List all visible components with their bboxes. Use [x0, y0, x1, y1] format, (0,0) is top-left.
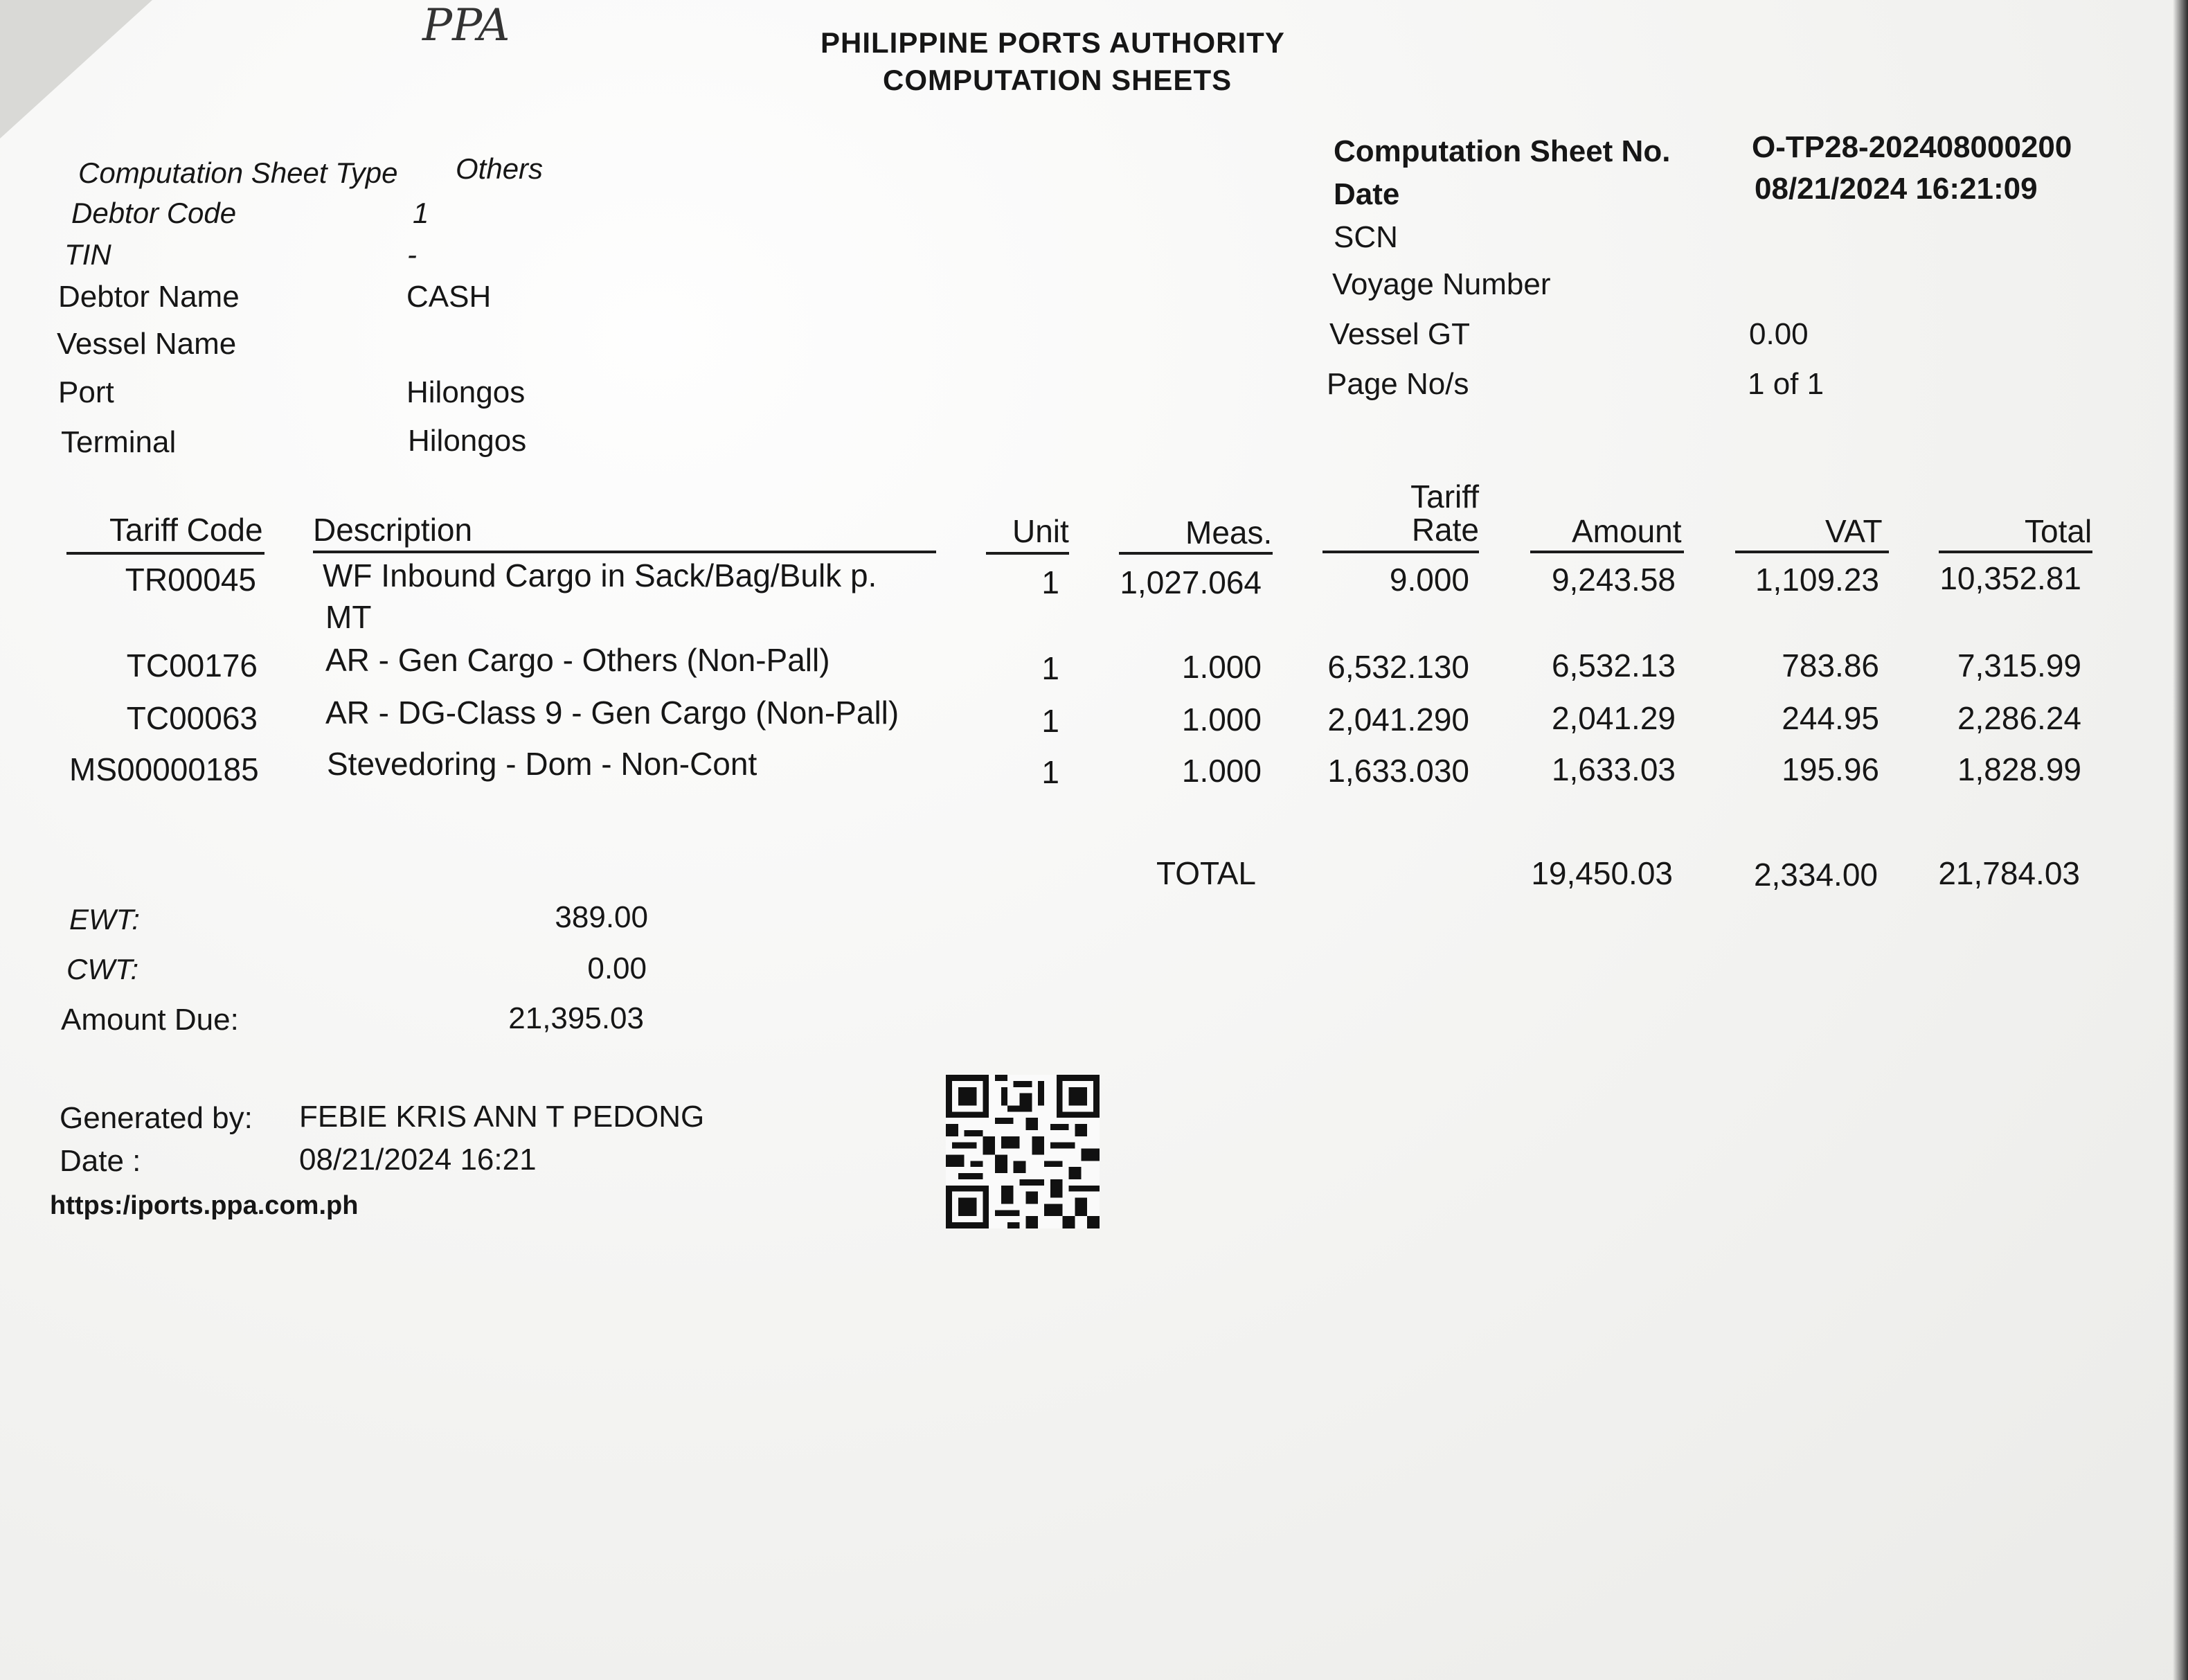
total-label: TOTAL — [1156, 855, 1256, 891]
row-vat: 1,109.23 — [1755, 562, 1879, 598]
vessel-gt-value: 0.00 — [1749, 317, 1809, 351]
ewt-value: 389.00 — [555, 900, 648, 934]
row-vat: 244.95 — [1782, 700, 1879, 736]
row-meas: 1.000 — [1181, 649, 1262, 685]
header-rule — [1119, 552, 1273, 555]
header-total: Total — [2025, 513, 2092, 549]
debtor-name-label: Debtor Name — [58, 280, 240, 314]
row-description: Stevedoring - Dom - Non-Cont — [327, 746, 757, 782]
row-amount: 9,243.58 — [1551, 562, 1676, 598]
row-description: AR - Gen Cargo - Others (Non-Pall) — [325, 642, 830, 678]
amount-due-label: Amount Due: — [61, 1003, 239, 1037]
row-unit: 1 — [1041, 703, 1059, 739]
terminal-label: Terminal — [61, 425, 177, 459]
header-tariff-rate-line1: Tariff — [1410, 479, 1479, 515]
row-tariff-rate: 1,633.030 — [1327, 753, 1469, 789]
row-tariff-rate: 9.000 — [1389, 562, 1469, 598]
footer-date-value: 08/21/2024 16:21 — [299, 1143, 537, 1177]
amount-due-value: 21,395.03 — [508, 1001, 644, 1035]
row-description: WF Inbound Cargo in Sack/Bag/Bulk p. — [323, 557, 877, 593]
generated-by-value: FEBIE KRIS ANN T PEDONG — [299, 1100, 705, 1134]
footer-url: https:/iports.ppa.com.ph — [50, 1191, 359, 1220]
folded-corner — [0, 0, 152, 138]
row-amount: 1,633.03 — [1551, 751, 1676, 787]
sheet-type-label: Computation Sheet Type — [78, 157, 398, 189]
header-tariff-code: Tariff Code — [109, 512, 263, 548]
row-total: 7,315.99 — [1957, 647, 2081, 683]
port-value: Hilongos — [406, 375, 526, 409]
vessel-name-label: Vessel Name — [57, 327, 237, 361]
row-tariff-code: TC00176 — [126, 647, 258, 683]
row-total: 1,828.99 — [1957, 751, 2081, 787]
header-tariff-rate-line2: Rate — [1411, 512, 1479, 548]
header-rule — [313, 551, 936, 553]
row-amount: 2,041.29 — [1551, 700, 1676, 736]
row-tariff-code: TC00063 — [126, 700, 258, 736]
header-rule — [986, 552, 1069, 555]
header-rule — [1322, 551, 1479, 553]
paper-edge-shadow — [2173, 0, 2188, 1680]
header-rule — [66, 552, 264, 555]
row-tariff-rate: 6,532.130 — [1327, 649, 1469, 685]
row-unit: 1 — [1041, 564, 1059, 600]
header-meas: Meas. — [1185, 515, 1273, 551]
header-vat: VAT — [1825, 513, 1883, 549]
date-label: Date — [1334, 177, 1400, 211]
row-vat: 783.86 — [1782, 647, 1879, 683]
generated-by-label: Generated by: — [60, 1101, 253, 1135]
tin-label: TIN — [64, 238, 111, 271]
tin-value: - — [407, 238, 417, 271]
row-tariff-code: TR00045 — [125, 562, 256, 598]
ewt-label: EWT: — [69, 903, 140, 936]
qr-code-icon — [946, 1072, 1100, 1231]
page-no-label: Page No/s — [1327, 367, 1469, 401]
voyage-number-label: Voyage Number — [1332, 267, 1551, 301]
vessel-gt-label: Vessel GT — [1329, 317, 1470, 351]
footer-date-label: Date : — [60, 1144, 141, 1178]
row-description: AR - DG-Class 9 - Gen Cargo (Non-Pall) — [325, 695, 899, 731]
terminal-value: Hilongos — [408, 424, 527, 458]
row-meas: 1.000 — [1181, 702, 1262, 738]
header-rule — [1530, 551, 1684, 553]
row-unit: 1 — [1041, 754, 1059, 790]
cwt-label: CWT: — [66, 953, 139, 985]
debtor-code-value: 1 — [413, 197, 429, 229]
row-vat: 195.96 — [1782, 751, 1879, 787]
sheet-no-label: Computation Sheet No. — [1334, 134, 1671, 168]
debtor-code-label: Debtor Code — [71, 197, 237, 229]
row-tariff-rate: 2,041.290 — [1327, 702, 1469, 738]
port-label: Port — [58, 375, 114, 409]
header-rule — [1735, 551, 1889, 553]
header-description: Description — [313, 512, 473, 548]
row-amount: 6,532.13 — [1551, 647, 1676, 683]
debtor-name-value: CASH — [406, 280, 492, 314]
total-total: 21,784.03 — [1938, 855, 2080, 891]
cwt-value: 0.00 — [587, 951, 647, 985]
total-vat: 2,334.00 — [1753, 857, 1878, 893]
sheet-type-value: Others — [456, 152, 544, 185]
scn-label: SCN — [1334, 220, 1398, 254]
header-unit: Unit — [1012, 513, 1069, 549]
row-meas: 1,027.064 — [1120, 564, 1262, 600]
row-description-cont: MT — [325, 599, 372, 635]
total-amount: 19,450.03 — [1531, 855, 1673, 891]
handwritten-note: PPA — [422, 0, 510, 51]
sheet-no-value: O-TP28-202408000200 — [1752, 130, 2072, 164]
org-title: PHILIPPINE PORTS AUTHORITY — [820, 26, 1285, 59]
row-total: 10,352.81 — [1939, 560, 2081, 596]
header-rule — [1939, 551, 2092, 553]
page-no-value: 1 of 1 — [1748, 367, 1824, 401]
doc-title: COMPUTATION SHEETS — [883, 64, 1232, 96]
row-meas: 1.000 — [1181, 753, 1262, 789]
row-total: 2,286.24 — [1957, 700, 2081, 736]
row-tariff-code: MS00000185 — [69, 751, 259, 787]
header-amount: Amount — [1572, 513, 1682, 549]
date-value: 08/21/2024 16:21:09 — [1755, 172, 2038, 206]
row-unit: 1 — [1041, 650, 1059, 686]
